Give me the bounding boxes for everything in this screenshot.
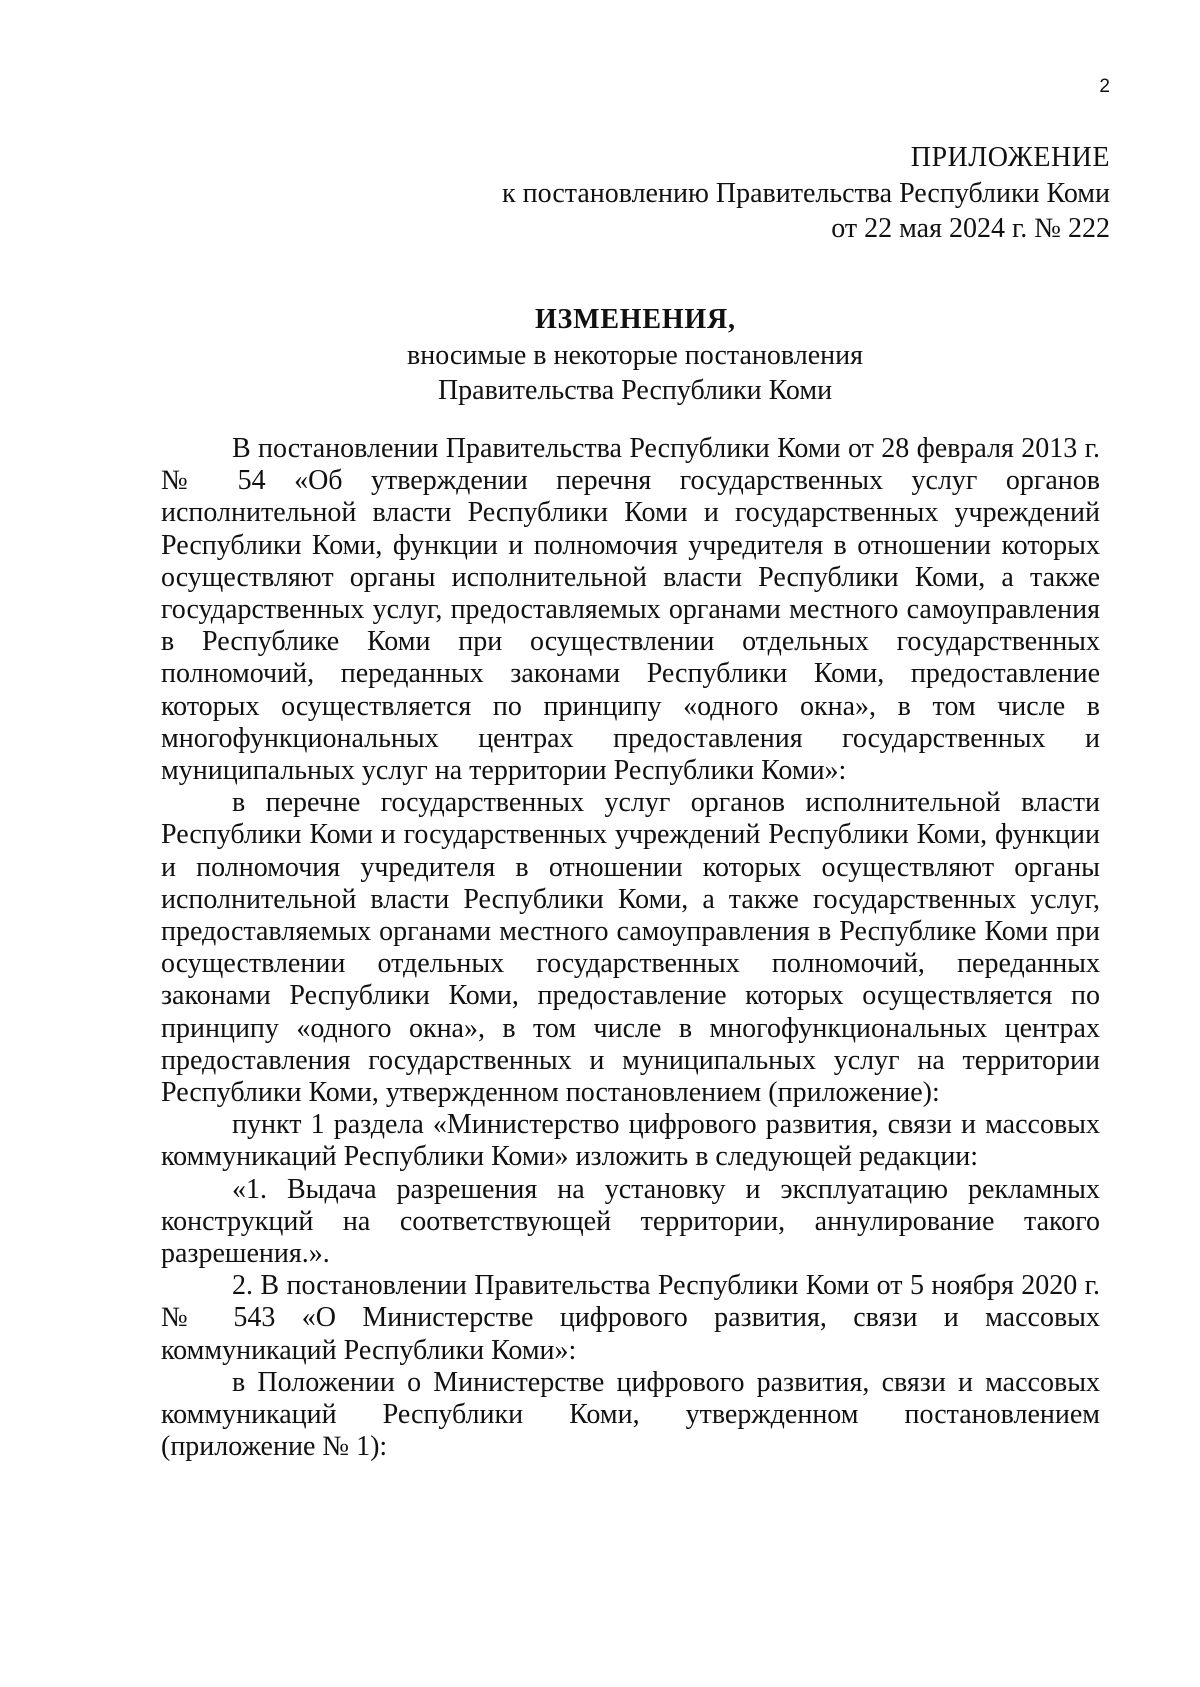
page-number: 2 [1099,76,1110,97]
appendix-title: ПРИЛОЖЕНИЕ [910,142,1110,173]
heading-title-text: ИЗМЕНЕНИЯ [534,304,729,335]
paragraph-5: 2. В постановлении Правительства Республики Коми от 5 ноября 2020 г. № 543 «О Министерстве цифрового развития, связи и массовых коммуникаций Республики Коми»: [161,1270,1100,1366]
document-body [161,433,1100,1464]
heading-subtitle-line-1: вносимые в некоторые постановления [406,339,864,371]
paragraph-4: «1. Выдача разрешения на установку и эксплуатацию рекламных конструкций на соответствующей территории, аннулирование такого разрешения.». [161,1173,1100,1270]
paragraph-1: В постановлении Правительства Республики Коми от 28 февраля 2013 г. № 54 «Об утверждении перечня государственных услуг органов исполнительной власти Республики Коми и государственных учреждений Республики Коми, функции и полномочия учредителя в отношении которых осуществляют органы исполнительной власти Республики Коми, а также государственных услуг, предоставляемых органами местного самоуправления в Республике Коми при осуществлении отдельных государственных полномочий, переданных законами Республики Коми, предоставление которых осуществляется по принципу «одного окна», в том числе в многофункциональных центрах предоставления государственных и муниципальных услуг на территории Республики Коми»: [161,433,1100,787]
heading-title-comma: , [728,304,736,335]
paragraph-6: в Положении о Министерстве цифрового развития, связи и массовых коммуникаций Республики Коми, утвержденном постановлением (приложение № 1): [161,1366,1100,1463]
paragraph-3: пункт 1 раздела «Министерство цифрового развития, связи и массовых коммуникаций Республики Коми» изложить в следующей редакции: [161,1109,1100,1173]
heading-title [160,302,1110,338]
appendix-date-number: от 22 мая 2024 г. № 222 [831,213,1110,245]
paragraph-2: в перечне государственных услуг органов исполнительной власти Республики Коми и государственных учреждений Республики Коми, функции и полномочия учредителя в отношении которых осуществляют органы исполнительной власти Республики Коми, а также государственных услуг, предоставляемых органами местного самоуправления в Республике Коми при осуществлении отдельных государственных полномочий, переданных законами Республики Коми, предоставление которых осуществляется по принципу «одного окна», в том числе в многофункциональных центрах предоставления государственных и муниципальных услуг на территории Республики Коми, утвержденном постановлением (приложение): [161,787,1100,1109]
heading-subtitle-line-2: Правительства Республики Коми [437,375,833,407]
appendix-block [502,140,1110,247]
document-heading [160,302,1110,409]
appendix-reference: к постановлению Правительства Республики Коми [502,177,1110,209]
